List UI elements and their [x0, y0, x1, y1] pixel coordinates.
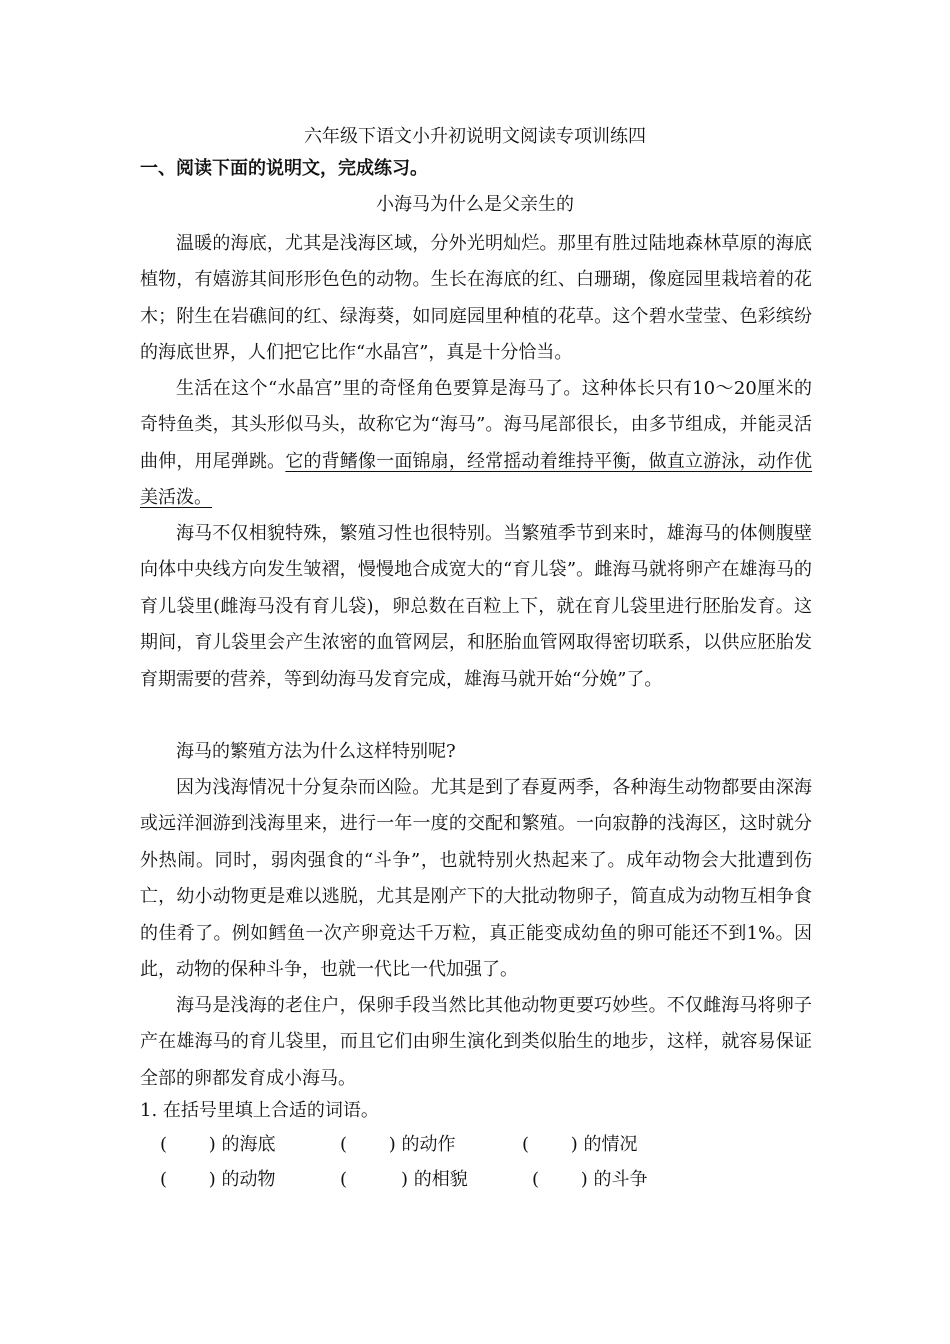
paragraph-2-text: 生活在这个“水晶宫”里的奇怪角色要算是海马了。这种体长只有10～20厘米的奇特鱼类，其头形似马头，故称它为“海马”。海马尾部很长，由多节组成，并能灵活曲伸，用尾弹跳。: [140, 378, 812, 472]
paragraph-2-underlined: 它的背鳍像一面锦扇，经常摇动着维持平衡，做直立游泳，动作优美活泼。: [140, 450, 813, 509]
article-title: 小海马为什么是父亲生的: [376, 194, 574, 215]
blank-item[interactable]: ( ) 的情况: [522, 1134, 638, 1155]
doc-title: 六年级下语文小升初说明文阅读专项训练四: [304, 126, 646, 147]
paragraph-3: 海马不仅相貌特殊，繁殖习性也很特别。当繁殖季节到来时，雄海马的体侧腹壁向体中央线方向发生皱褶，慢慢地合成宽大的“育儿袋”。雌海马就将卵产在雄海马的育儿袋里(雌海马没有育儿袋)，卵总数在百粒上下，就在育儿袋里进行胚胎发育。这期间，育儿袋里会产生浓密的血管网层，和胚胎血管网取得密切联系，以供应胚胎发育期需要的营养，等到幼海马发育完成，雄海马就开始“分娩”了。: [140, 523, 812, 690]
paragraph-5: 因为浅海情况十分复杂而凶险。尤其是到了春夏两季，各种海生动物都要由深海或远洋洄游到浅海里来，进行一年一度的交配和繁殖。一向寂静的浅海区，这时就分外热闹。同时，弱肉强食的“斗争”，也就特别火热起来了。成年动物会大批遭到伤亡，幼小动物更是难以逃脱，尤其是刚产下的大批动物卵子，简直成为动物互相争食的佳肴了。例如鳕鱼一次产卵竟达千万粒，真正能变成幼鱼的卵可能还不到1%。因此，动物的保种斗争，也就一代比一代加强了。: [140, 777, 812, 981]
blank-item[interactable]: ( ) 的海底: [160, 1134, 276, 1155]
paragraph-2: [140, 371, 812, 517]
blank-item[interactable]: ( ) 的动物: [160, 1169, 276, 1190]
blank-item[interactable]: ( ) 的动作: [340, 1134, 456, 1155]
blank-item[interactable]: ( ) 的斗争: [532, 1169, 648, 1190]
blank-item[interactable]: ( ) 的相貌: [340, 1169, 468, 1190]
section-heading: 一、阅读下面的说明文，完成练习。: [140, 158, 428, 179]
paragraph-1: 温暖的海底，尤其是浅海区域，分外光明灿烂。那里有胜过陆地森林草原的海底植物，有嬉游其间形形色色的动物。生长在海底的红、白珊瑚，像庭园里栽培着的花木；附生在岩礁间的红、绿海葵，如同庭园里种植的花草。这个碧水莹莹、色彩缤纷的海底世界，人们把它比作“水晶宫”，真是十分恰当。: [140, 233, 812, 364]
question-title: 1. 在括号里填上合适的词语。: [140, 1100, 379, 1121]
paragraph-4: 海马的繁殖方法为什么这样特别呢?: [176, 741, 456, 762]
paragraph-6: 海马是浅海的老住户，保卵手段当然比其他动物更要巧妙些。不仅雌海马将卵子产在雄海马的育儿袋里，而且它们由卵生演化到类似胎生的地步，这样，就容易保证全部的卵都发育成小海马。: [140, 995, 812, 1089]
